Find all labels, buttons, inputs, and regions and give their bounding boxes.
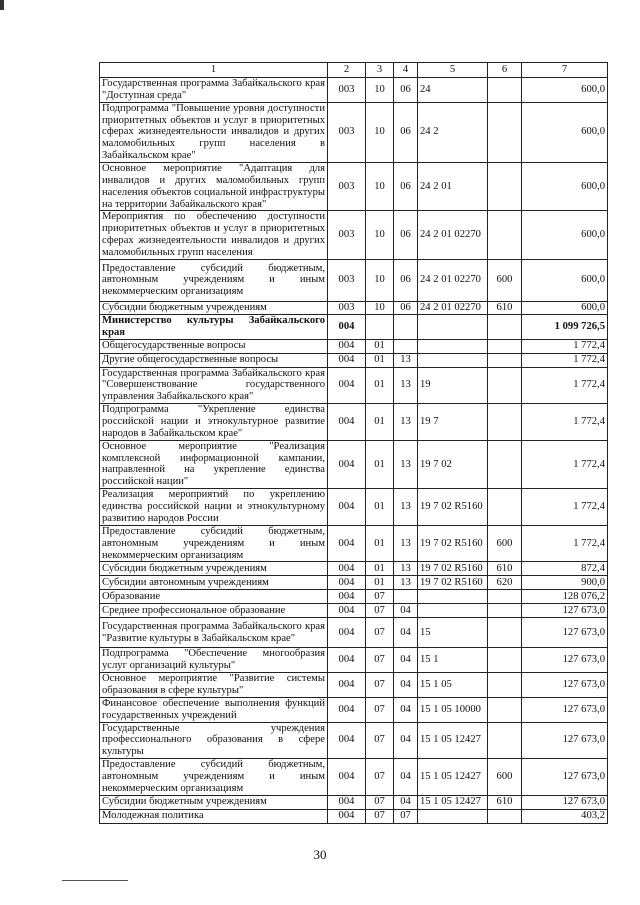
cell-expense-type xyxy=(488,404,522,441)
cell-ministry-code: 004 xyxy=(328,795,366,809)
cell-ministry-code: 004 xyxy=(328,489,366,526)
cell-amount: 127 673,0 xyxy=(522,759,608,796)
table-row xyxy=(100,795,608,809)
cell-expense-type xyxy=(488,722,522,759)
cell-section-code: 10 xyxy=(366,211,394,259)
cell-amount: 900,0 xyxy=(522,576,608,590)
cell-ministry-code: 004 xyxy=(328,697,366,722)
cell-name: Предоставление субсидий бюджетным, автономным учреждениям и иным некоммерческим организациям xyxy=(100,759,328,796)
budget-table xyxy=(99,62,608,824)
cell-target-article: 24 2 01 xyxy=(418,163,488,211)
cell-ministry-code: 003 xyxy=(328,78,366,103)
cell-expense-type xyxy=(488,211,522,259)
cell-expense-type xyxy=(488,590,522,604)
cell-subsection-code: 13 xyxy=(394,367,418,404)
cell-subsection-code: 13 xyxy=(394,489,418,526)
cell-amount: 128 076,2 xyxy=(522,590,608,604)
cell-name: Субсидии бюджетным учреждениям xyxy=(100,301,328,314)
cell-ministry-code: 004 xyxy=(328,440,366,488)
cell-amount: 1 772,4 xyxy=(522,367,608,404)
cell-amount: 600,0 xyxy=(522,102,608,162)
cell-subsection-code: 04 xyxy=(394,795,418,809)
cell-subsection-code: 07 xyxy=(394,809,418,823)
table-body xyxy=(100,78,608,824)
cell-name: Подпрограмма "Укрепление единства российской нации и этнокультурное развитие народов в Забайкальском крае" xyxy=(100,404,328,441)
cell-ministry-code: 004 xyxy=(328,314,366,339)
cell-amount: 600,0 xyxy=(522,211,608,259)
cell-amount: 127 673,0 xyxy=(522,722,608,759)
cell-ministry-code: 004 xyxy=(328,722,366,759)
table-row xyxy=(100,102,608,162)
cell-target-article xyxy=(418,590,488,604)
column-header-1: 1 xyxy=(100,63,328,78)
cell-target-article xyxy=(418,604,488,618)
cell-section-code: 07 xyxy=(366,648,394,673)
cell-amount: 1 772,4 xyxy=(522,440,608,488)
table-row xyxy=(100,211,608,259)
table-row xyxy=(100,648,608,673)
cell-target-article: 15 1 05 xyxy=(418,673,488,698)
table-row xyxy=(100,404,608,441)
cell-section-code: 07 xyxy=(366,590,394,604)
cell-expense-type: 610 xyxy=(488,795,522,809)
cell-target-article: 24 2 xyxy=(418,102,488,162)
cell-target-article xyxy=(418,809,488,823)
cell-amount: 600,0 xyxy=(522,259,608,301)
cell-subsection-code: 04 xyxy=(394,722,418,759)
cell-target-article: 24 2 01 02270 xyxy=(418,259,488,301)
cell-target-article: 15 1 05 12427 xyxy=(418,795,488,809)
cell-name: Молодежная политика xyxy=(100,809,328,823)
cell-section-code: 07 xyxy=(366,618,394,648)
cell-expense-type xyxy=(488,102,522,162)
cell-name: Финансовое обеспечение выполнения функций государственных учреждений xyxy=(100,697,328,722)
cell-ministry-code: 004 xyxy=(328,404,366,441)
table-row xyxy=(100,339,608,353)
cell-section-code: 01 xyxy=(366,353,394,367)
cell-section-code: 01 xyxy=(366,525,394,562)
cell-expense-type: 600 xyxy=(488,259,522,301)
cell-section-code: 10 xyxy=(366,163,394,211)
cell-amount: 1 772,4 xyxy=(522,525,608,562)
cell-target-article: 15 1 05 12427 xyxy=(418,759,488,796)
cell-target-article: 15 xyxy=(418,618,488,648)
cell-target-article xyxy=(418,314,488,339)
cell-subsection-code: 04 xyxy=(394,648,418,673)
cell-section-code: 01 xyxy=(366,562,394,576)
cell-amount: 127 673,0 xyxy=(522,618,608,648)
cell-amount: 127 673,0 xyxy=(522,795,608,809)
page-number: 30 xyxy=(313,847,327,862)
cell-expense-type xyxy=(488,697,522,722)
cell-expense-type xyxy=(488,648,522,673)
table-row xyxy=(100,163,608,211)
cell-section-code: 07 xyxy=(366,722,394,759)
cell-name: Предоставление субсидий бюджетным, автономным учреждениям и иным некоммерческим организациям xyxy=(100,525,328,562)
cell-expense-type: 600 xyxy=(488,759,522,796)
cell-name: Субсидии автономным учреждениям xyxy=(100,576,328,590)
cell-expense-type xyxy=(488,604,522,618)
cell-expense-type: 600 xyxy=(488,525,522,562)
cell-subsection-code: 13 xyxy=(394,562,418,576)
cell-ministry-code: 004 xyxy=(328,525,366,562)
table-row xyxy=(100,562,608,576)
cell-ministry-code: 004 xyxy=(328,339,366,353)
column-header-2: 2 xyxy=(328,63,366,78)
cell-target-article: 19 7 xyxy=(418,404,488,441)
cell-target-article: 19 7 02 xyxy=(418,440,488,488)
table-row xyxy=(100,489,608,526)
cell-target-article: 19 7 02 R5160 xyxy=(418,576,488,590)
cell-name: Предоставление субсидий бюджетным, автономным учреждениям и иным некоммерческим организациям xyxy=(100,259,328,301)
cell-name: Образование xyxy=(100,590,328,604)
cell-ministry-code: 003 xyxy=(328,211,366,259)
table-row xyxy=(100,673,608,698)
cell-subsection-code: 13 xyxy=(394,353,418,367)
cell-ministry-code: 004 xyxy=(328,759,366,796)
cell-target-article: 19 xyxy=(418,367,488,404)
cell-subsection-code: 13 xyxy=(394,404,418,441)
cell-name: Основное мероприятие "Адаптация для инвалидов и других маломобильных групп населения объектов социальной инфраструктуры на территории Забайкальского края" xyxy=(100,163,328,211)
cell-name: Подпрограмма "Повышение уровня доступности приоритетных объектов и услуг в приоритетных сферах жизнедеятельности инвалидов и других маломобильных групп населения в Забайкальском крае" xyxy=(100,102,328,162)
cell-section-code: 10 xyxy=(366,301,394,314)
cell-amount: 127 673,0 xyxy=(522,648,608,673)
cell-amount: 1 772,4 xyxy=(522,404,608,441)
cell-target-article: 19 7 02 R5160 xyxy=(418,525,488,562)
cell-subsection-code: 04 xyxy=(394,673,418,698)
cell-subsection-code: 04 xyxy=(394,604,418,618)
table-row xyxy=(100,259,608,301)
cell-section-code: 01 xyxy=(366,339,394,353)
cell-name: Подпрограмма "Обеспечение многообразия услуг организаций культуры" xyxy=(100,648,328,673)
cell-target-article: 19 7 02 R5160 xyxy=(418,489,488,526)
cell-ministry-code: 003 xyxy=(328,163,366,211)
header-row xyxy=(100,63,608,78)
cell-amount: 600,0 xyxy=(522,301,608,314)
table-row xyxy=(100,759,608,796)
cell-section-code: 07 xyxy=(366,809,394,823)
cell-subsection-code: 13 xyxy=(394,525,418,562)
cell-section-code: 10 xyxy=(366,78,394,103)
table-row xyxy=(100,78,608,103)
table-row xyxy=(100,809,608,823)
cell-amount: 872,4 xyxy=(522,562,608,576)
column-header-3: 3 xyxy=(366,63,394,78)
cell-expense-type xyxy=(488,163,522,211)
cell-section-code: 07 xyxy=(366,795,394,809)
cell-ministry-code: 004 xyxy=(328,562,366,576)
cell-subsection-code: 06 xyxy=(394,211,418,259)
cell-subsection-code xyxy=(394,314,418,339)
cell-amount: 127 673,0 xyxy=(522,604,608,618)
cell-ministry-code: 003 xyxy=(328,301,366,314)
cell-name: Общегосударственные вопросы xyxy=(100,339,328,353)
cell-amount: 1 772,4 xyxy=(522,489,608,526)
cell-ministry-code: 004 xyxy=(328,648,366,673)
cell-name: Государственная программа Забайкальского края "Совершенствование государственного управления Забайкальского края" xyxy=(100,367,328,404)
cell-target-article: 15 1 05 12427 xyxy=(418,722,488,759)
table-row xyxy=(100,697,608,722)
cell-section-code: 01 xyxy=(366,440,394,488)
cell-subsection-code: 13 xyxy=(394,576,418,590)
table-row xyxy=(100,590,608,604)
cell-amount: 600,0 xyxy=(522,163,608,211)
column-header-5: 5 xyxy=(418,63,488,78)
cell-subsection-code: 04 xyxy=(394,618,418,648)
cell-target-article: 19 7 02 R5160 xyxy=(418,562,488,576)
cell-name: Министерство культуры Забайкальского края xyxy=(100,314,328,339)
cell-amount: 403,2 xyxy=(522,809,608,823)
cell-expense-type xyxy=(488,618,522,648)
cell-amount: 127 673,0 xyxy=(522,673,608,698)
cell-name: Государственная программа Забайкальского края "Развитие культуры в Забайкальском крае" xyxy=(100,618,328,648)
cell-name: Основное мероприятие "Реализация комплексной информационной кампании, направленной на укрепление единства российской нации" xyxy=(100,440,328,488)
cell-amount: 600,0 xyxy=(522,78,608,103)
cell-expense-type xyxy=(488,339,522,353)
cell-ministry-code: 004 xyxy=(328,576,366,590)
table-row xyxy=(100,576,608,590)
cell-ministry-code: 004 xyxy=(328,353,366,367)
cell-amount: 1 772,4 xyxy=(522,353,608,367)
cell-expense-type: 610 xyxy=(488,301,522,314)
cell-name: Среднее профессиональное образование xyxy=(100,604,328,618)
table-row xyxy=(100,440,608,488)
column-header-4: 4 xyxy=(394,63,418,78)
cell-section-code: 10 xyxy=(366,102,394,162)
cell-ministry-code: 004 xyxy=(328,367,366,404)
cell-subsection-code: 06 xyxy=(394,301,418,314)
cell-subsection-code: 06 xyxy=(394,163,418,211)
cell-section-code: 01 xyxy=(366,404,394,441)
cell-target-article: 15 1 05 10000 xyxy=(418,697,488,722)
table-row xyxy=(100,314,608,339)
cell-name: Государственные учреждения профессионального образования в сфере культуры xyxy=(100,722,328,759)
cell-subsection-code: 04 xyxy=(394,759,418,796)
cell-subsection-code: 06 xyxy=(394,78,418,103)
table-row xyxy=(100,367,608,404)
cell-ministry-code: 004 xyxy=(328,618,366,648)
cell-ministry-code: 004 xyxy=(328,673,366,698)
cell-expense-type xyxy=(488,809,522,823)
cell-name: Реализация мероприятий по укреплению единства российской нации и этнокультурному развитию народов России xyxy=(100,489,328,526)
cell-expense-type xyxy=(488,440,522,488)
cell-target-article: 24 2 01 02270 xyxy=(418,301,488,314)
cell-amount: 127 673,0 xyxy=(522,697,608,722)
cell-ministry-code: 003 xyxy=(328,102,366,162)
table-row xyxy=(100,618,608,648)
cell-amount: 1 772,4 xyxy=(522,339,608,353)
cell-name: Субсидии бюджетным учреждениям xyxy=(100,795,328,809)
cell-ministry-code: 004 xyxy=(328,809,366,823)
cell-target-article: 24 xyxy=(418,78,488,103)
cell-ministry-code: 004 xyxy=(328,590,366,604)
table-row xyxy=(100,301,608,314)
cell-section-code: 01 xyxy=(366,576,394,590)
cell-section-code: 10 xyxy=(366,259,394,301)
cell-expense-type xyxy=(488,353,522,367)
cell-expense-type xyxy=(488,367,522,404)
cell-subsection-code: 04 xyxy=(394,697,418,722)
cell-section-code: 07 xyxy=(366,604,394,618)
cell-section-code xyxy=(366,314,394,339)
cell-section-code: 01 xyxy=(366,489,394,526)
cell-section-code: 01 xyxy=(366,367,394,404)
cell-target-article: 24 2 01 02270 xyxy=(418,211,488,259)
cell-section-code: 07 xyxy=(366,759,394,796)
cell-subsection-code xyxy=(394,590,418,604)
cell-name: Мероприятия по обеспечению доступности приоритетных объектов и услуг в приоритетных сферах жизнедеятельности инвалидов и других маломобильных групп населения xyxy=(100,211,328,259)
cell-name: Основное мероприятие "Развитие системы образования в сфере культуры" xyxy=(100,673,328,698)
cell-name: Другие общегосударственные вопросы xyxy=(100,353,328,367)
cell-target-article xyxy=(418,339,488,353)
table-row xyxy=(100,525,608,562)
cell-subsection-code xyxy=(394,339,418,353)
table-row xyxy=(100,722,608,759)
cell-name: Государственная программа Забайкальского края "Доступная среда" xyxy=(100,78,328,103)
cell-section-code: 07 xyxy=(366,673,394,698)
cell-expense-type xyxy=(488,78,522,103)
cell-amount: 1 099 726,5 xyxy=(522,314,608,339)
table-row xyxy=(100,353,608,367)
scan-mark xyxy=(0,0,4,10)
cell-expense-type: 620 xyxy=(488,576,522,590)
footer-rule xyxy=(62,880,128,881)
cell-expense-type xyxy=(488,314,522,339)
cell-name: Субсидии бюджетным учреждениям xyxy=(100,562,328,576)
cell-ministry-code: 003 xyxy=(328,259,366,301)
cell-target-article: 15 1 xyxy=(418,648,488,673)
column-header-7: 7 xyxy=(522,63,608,78)
column-header-6: 6 xyxy=(488,63,522,78)
cell-expense-type: 610 xyxy=(488,562,522,576)
cell-expense-type xyxy=(488,673,522,698)
cell-subsection-code: 13 xyxy=(394,440,418,488)
cell-expense-type xyxy=(488,489,522,526)
cell-subsection-code: 06 xyxy=(394,259,418,301)
table-row xyxy=(100,604,608,618)
cell-ministry-code: 004 xyxy=(328,604,366,618)
cell-target-article xyxy=(418,353,488,367)
cell-section-code: 07 xyxy=(366,697,394,722)
cell-subsection-code: 06 xyxy=(394,102,418,162)
